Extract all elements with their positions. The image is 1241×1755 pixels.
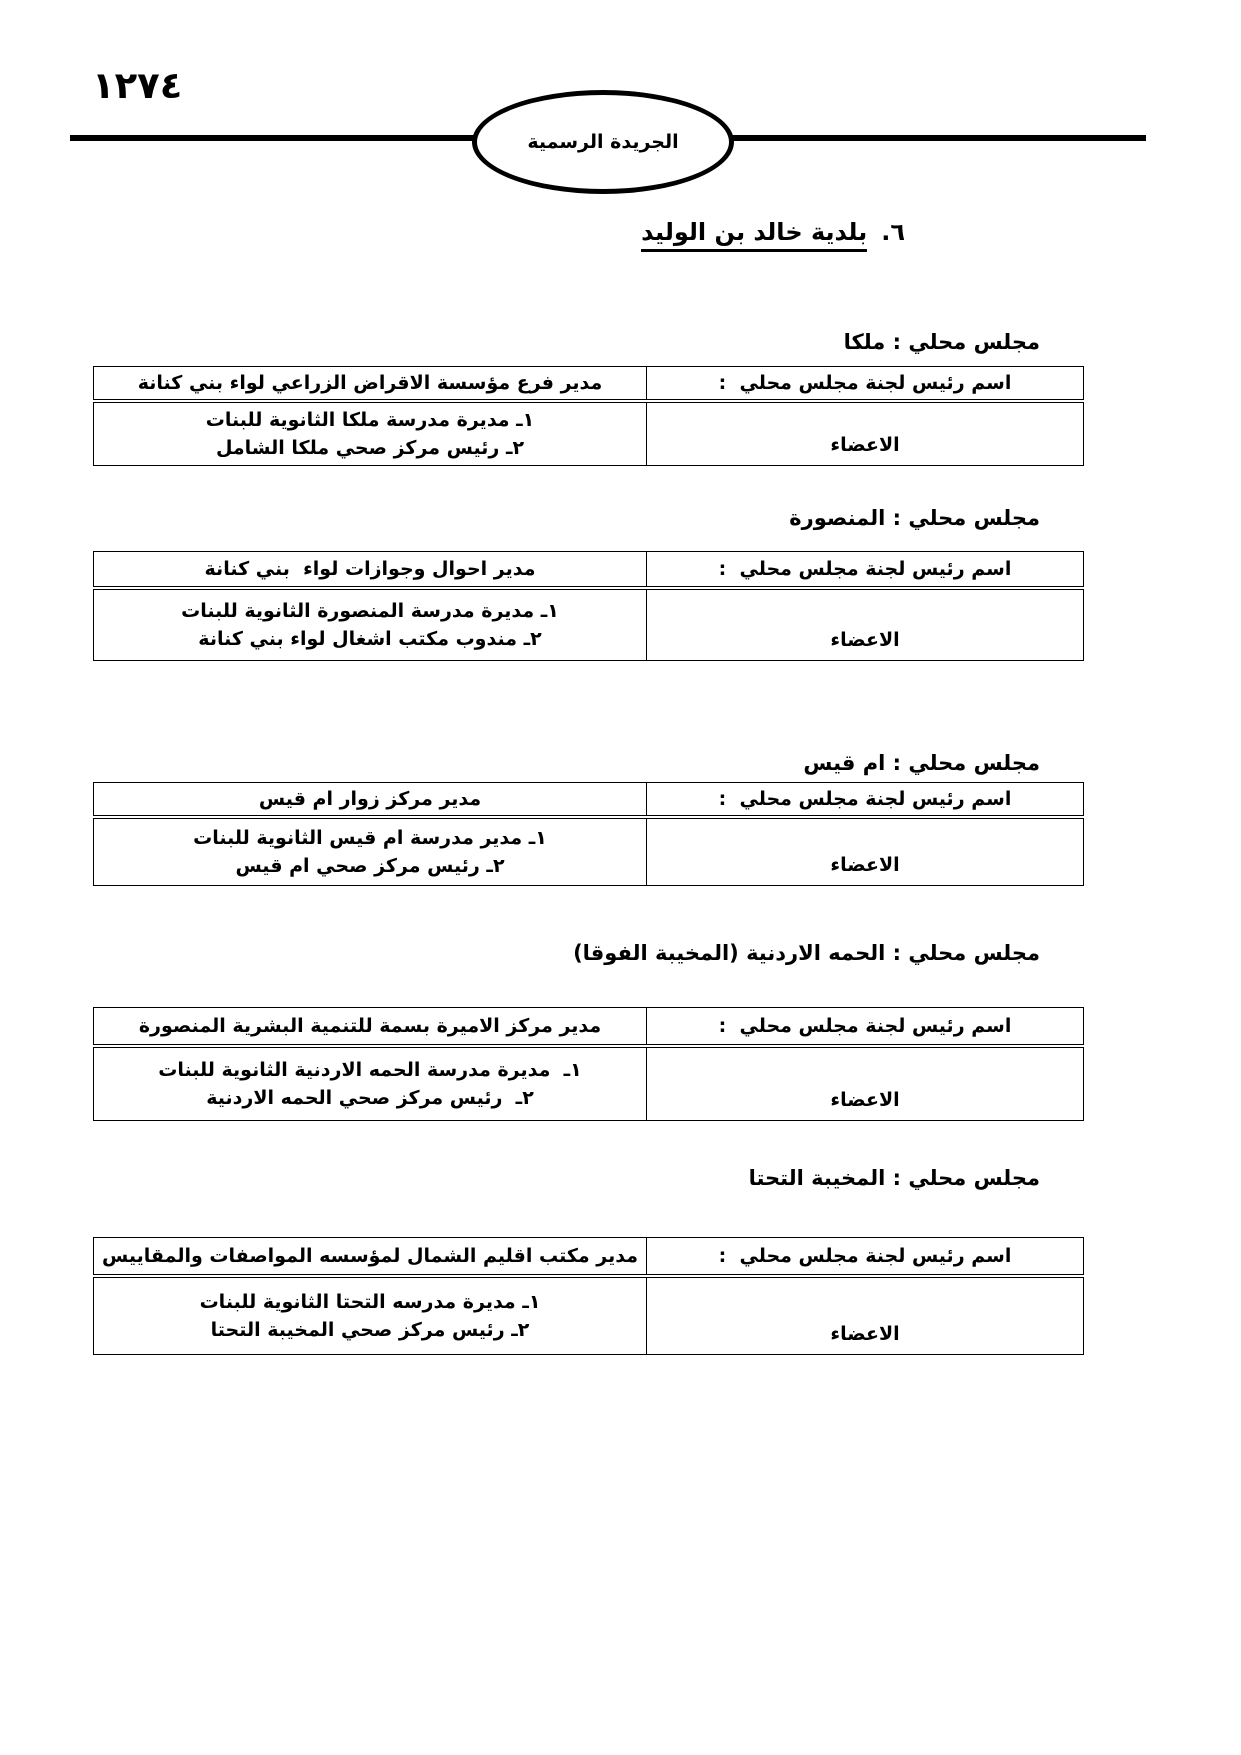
council-heading-umqais: مجلس محلي : ام قيس — [803, 751, 1040, 775]
head-value-cell: مدير مركز الاميرة بسمة للتنمية البشرية المنصورة — [138, 1015, 602, 1037]
members-value-cell — [94, 1278, 646, 1354]
table-row-members — [93, 1047, 1084, 1121]
head-value-cell: مدير فرع مؤسسة الاقراض الزراعي لواء بني كنانة — [137, 372, 603, 394]
gazette-badge — [472, 90, 734, 194]
members-label-cell: الاعضاء — [646, 1278, 1083, 1354]
member-line: ١ـ مديرة مدرسة الحمه الاردنية الثانوية للبنات — [158, 1059, 582, 1081]
members-value-cell — [94, 590, 646, 660]
members-label-cell: الاعضاء — [646, 590, 1083, 660]
head-value-cell: مدير احوال وجوازات لواء بني كنانة — [204, 558, 536, 580]
page-number: ١٢٧٤ — [92, 64, 183, 107]
table-row-members — [93, 589, 1084, 661]
members-value-cell — [94, 403, 646, 465]
head-value-cell: مدير مركز زوار ام قيس — [258, 788, 482, 810]
member-line: ٢ـ رئيس مركز صحي ام قيس — [235, 855, 505, 877]
head-value-cell: مدير مكتب اقليم الشمال لمؤسسه المواصفات والمقاييس — [102, 1245, 638, 1267]
table-row-head — [93, 366, 1084, 400]
council-table-umqais — [93, 782, 1084, 888]
member-line: ٢ـ رئيس مركز صحي المخيبة التحتا — [210, 1319, 530, 1341]
member-line: ١ـ مديرة مدرسة ملكا الثانوية للبنات — [205, 409, 535, 431]
municipality-name: بلدية خالد بن الوليد — [641, 218, 867, 252]
members-label-cell: الاعضاء — [646, 1048, 1083, 1120]
member-line: ١ـ مديرة مدرسة المنصورة الثانوية للبنات — [181, 600, 559, 622]
head-label-cell: اسم رئيس لجنة مجلس محلي : — [646, 1008, 1083, 1044]
head-label-cell: اسم رئيس لجنة مجلس محلي : — [646, 1238, 1083, 1274]
members-value-cell — [94, 1048, 646, 1120]
head-label-cell: اسم رئيس لجنة مجلس محلي : — [646, 552, 1083, 586]
member-line: ١ـ مدير مدرسة ام قيس الثانوية للبنات — [193, 827, 547, 849]
council-heading-malka: مجلس محلي : ملكا — [843, 330, 1040, 354]
members-value-cell — [94, 819, 646, 885]
municipality-item-number: ٦. — [881, 218, 905, 246]
table-row-head — [93, 1007, 1084, 1045]
council-heading-hemma: مجلس محلي : الحمه الاردنية (المخيبة الفوقا) — [573, 941, 1040, 965]
council-heading-mukhaiba: مجلس محلي : المخيبة التحتا — [748, 1166, 1040, 1190]
table-row-members — [93, 1277, 1084, 1355]
member-line: ٢ـ رئيس مركز صحي ملكا الشامل — [215, 437, 525, 459]
council-table-malka — [93, 366, 1084, 468]
gazette-badge-label: الجريدة الرسمية — [527, 131, 679, 153]
table-row-head — [93, 551, 1084, 587]
member-line: ٢ـ رئيس مركز صحي الحمه الاردنية — [206, 1087, 534, 1109]
table-row-members — [93, 818, 1084, 886]
table-row-head — [93, 1237, 1084, 1275]
council-table-mukhaiba — [93, 1237, 1084, 1357]
head-label-cell: اسم رئيس لجنة مجلس محلي : — [646, 367, 1083, 399]
member-line: ١ـ مديرة مدرسه التحتا الثانوية للبنات — [199, 1291, 541, 1313]
table-row-head — [93, 782, 1084, 816]
council-table-hemma — [93, 1007, 1084, 1123]
members-label-cell: الاعضاء — [646, 819, 1083, 885]
member-line: ٢ـ مندوب مكتب اشغال لواء بني كنانة — [198, 628, 542, 650]
municipality-title — [641, 218, 905, 252]
head-label-cell: اسم رئيس لجنة مجلس محلي : — [646, 783, 1083, 815]
table-row-members — [93, 402, 1084, 466]
members-label-cell: الاعضاء — [646, 403, 1083, 465]
council-heading-mansoura: مجلس محلي : المنصورة — [789, 506, 1040, 530]
council-table-mansoura — [93, 551, 1084, 663]
